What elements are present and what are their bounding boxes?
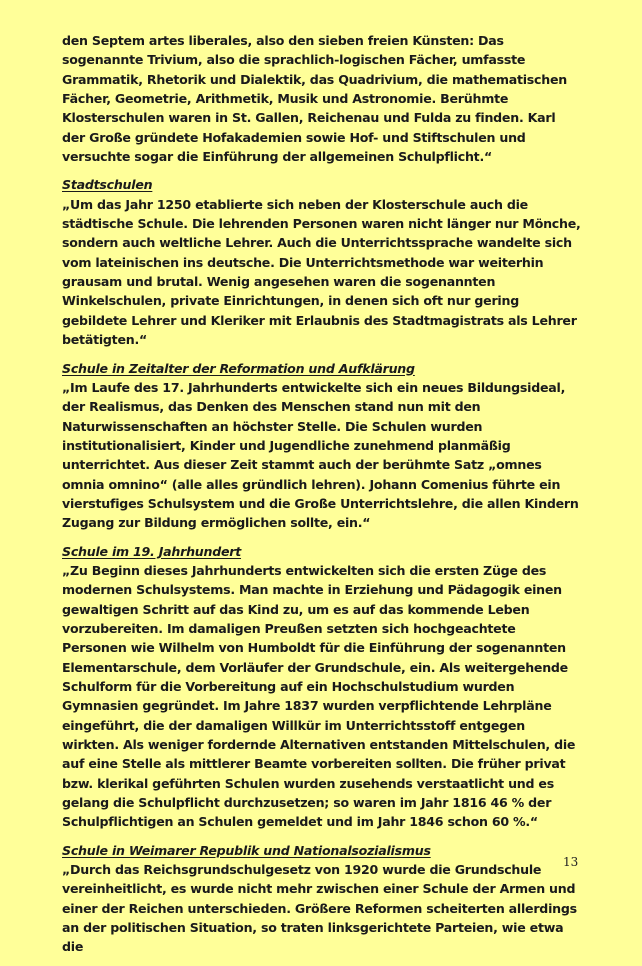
- section-reformation: [62, 359, 582, 533]
- section-heading: Stadtschulen: [62, 177, 153, 193]
- section-19-jahrhundert: [62, 542, 582, 832]
- section-stadtschulen: [62, 175, 582, 349]
- section-heading: Schule in Weimarer Republik und Nationalsozialismus: [62, 842, 431, 858]
- section-paragraph: „Zu Beginn dieses Jahrhunderts entwickelten sich die ersten Züge des modernen Schulsystems. Man machte in Erziehung und Pädagogik einen gewaltigen Schritt auf das Kind zu, um es auf das kommende Leben vorzubereiten. Im damaligen Preußen setzten sich hochgeachtete Personen wie Wilhelm von Humboldt für die Einführung der sogenannten Elementarschule, dem Vorläufer der Grundschule, ein. Als weitergehende Schulform für die Vorbereitung auf ein Hochschulstudium wurden Gymnasien gegründet. Im Jahre 1837 wurden verpflichtende Lehrpläne eingeführt, die der damaligen Willkür im Unterrichtsstoff entgegen wirkten. Als weniger fordernde Alternativen entstanden Mittelschulen, die auf eine Stelle als mittlerer Beamte vorbereiten sollten. Die früher privat bzw. klerikal geführten Schulen wurden zusehends verstaatlicht und es gelang die Schulpflicht durchzusetzen; so waren im Jahr 1816 46 % der Schulpflichtigen an Schulen gemeldet und im Jahr 1846 schon 60 %.“: [62, 562, 576, 830]
- section-heading: Schule im 19. Jahrhundert: [62, 543, 242, 559]
- section-heading: Schule in Zeitalter der Reformation und Aufklärung: [62, 360, 415, 376]
- section-weimar: [62, 841, 582, 957]
- section-paragraph: „Durch das Reichsgrundschulgesetz von 1920 wurde die Grundschule vereinheitlicht, es wurde nicht mehr zwischen einer Schule der Armen und einer der Reichen unterschieden. Größere Reformen scheiterten allerdings an der politischen Situation, so traten linksgerichtete Parteien, wie etwa die: [62, 862, 577, 955]
- page-number: 13: [563, 855, 579, 869]
- document-page: [62, 31, 582, 966]
- section-paragraph: „Um das Jahr 1250 etablierte sich neben der Klosterschule auch die städtische Schule. Die lehrenden Personen waren nicht länger nur Mönche, sondern auch weltliche Lehrer. Auch die Unterrichtssprache wandelte sich vom lateinischen ins deutsche. Die Unterrichtsmethode war weiterhin grausam und brutal. Wenig angesehen waren die sogenannten Winkelschulen, private Einrichtungen, in denen sich oft nur gering gebildete Lehrer und Kleriker mit Erlaubnis des Stadtmagistrats als Lehrer betätigten.“: [62, 196, 581, 348]
- intro-paragraph: den Septem artes liberales, also den sieben freien Künsten: Das sogenannte Trivium, also die sprachlich-logischen Fächer, umfasste Grammatik, Rhetorik und Dialektik, das Quadrivium, die mathematischen Fächer, Geometrie, Arithmetik, Musik und Astronomie. Berühmte Klosterschulen waren in St. Gallen, Reichenau und Fulda zu finden. Karl der Große gründete Hofakademien sowie Hof- und Stiftschulen und versuchte sogar die Einführung der allgemeinen Schulpflicht.“: [62, 33, 567, 165]
- section-paragraph: „Im Laufe des 17. Jahrhunderts entwickelte sich ein neues Bildungsideal, der Realismus, das Denken des Menschen stand nun mit den Naturwissenschaften an höchster Stelle. Die Schulen wurden institutionalisiert, Kinder und Jugendliche zunehmend planmäßig unterrichtet. Aus dieser Zeit stammt auch der berühmte Satz „omnes omnia omnino“ (alle alles gründlich lehren). Johann Comenius führte ein vierstufiges Schulsystem und die Große Unterrichtslehre, die allen Kindern Zugang zur Bildung ermöglichen sollte, ein.“: [62, 379, 579, 531]
- intro-block: [62, 31, 582, 166]
